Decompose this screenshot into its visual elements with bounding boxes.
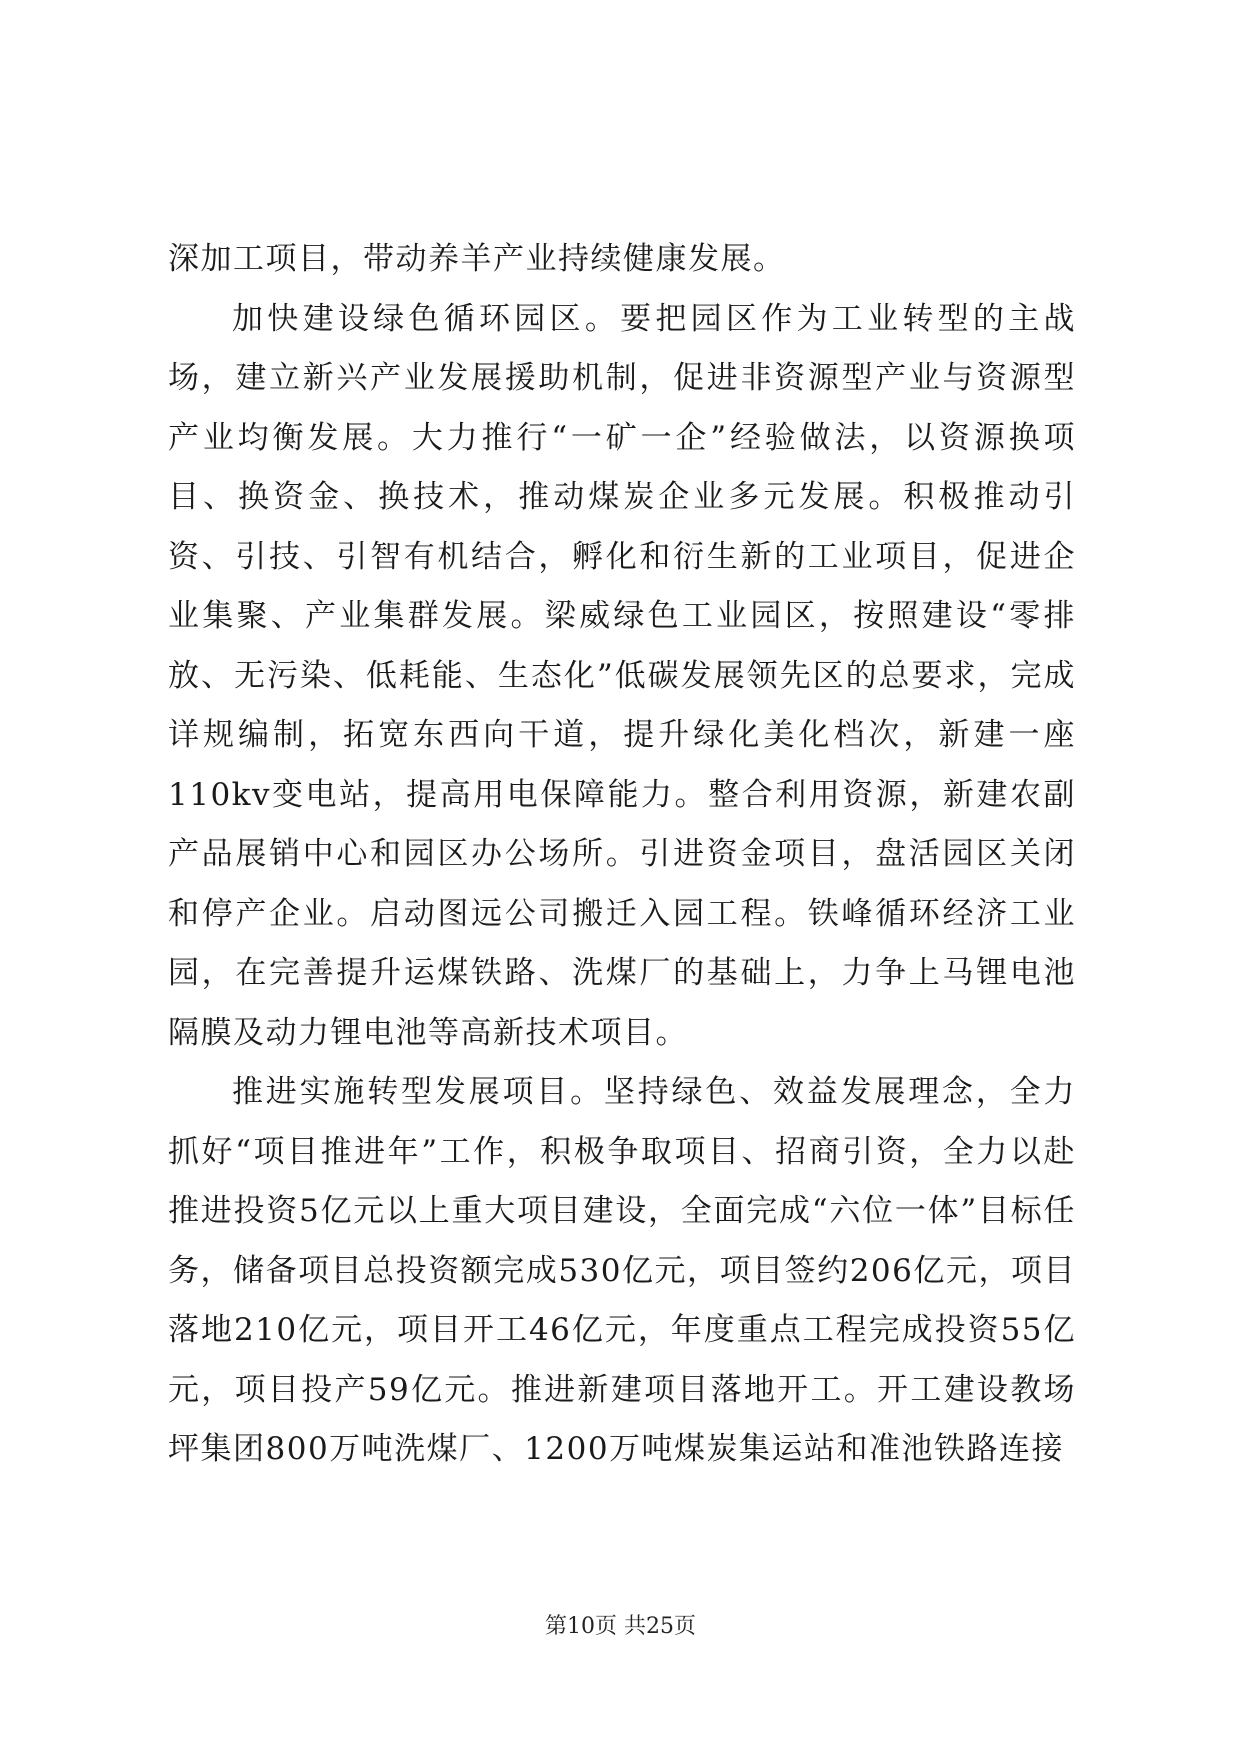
- paragraph-continuation: 深加工项目，带动养羊产业持续健康发展。: [168, 241, 786, 277]
- page-number: 第10页 共25页: [545, 1614, 696, 1639]
- paragraph-green-park: 加快建设绿色循环园区。要把园区作为工业转型的主战场，建立新兴产业发展援助机制，促进非资源型产业与资源型产业均衡发展。大力推行“一矿一企”经验做法，以资源换项目、换资金、换技术，推动煤炭企业多元发展。积极推动引资、引技、引智有机结合，孵化和衍生新的工业项目，促进企业集聚、产业集群发展。梁威绿色工业园区，按照建设“零排放、无污染、低耗能、生态化”低碳发展领先区的总要求，完成详规编制，拓宽东西向干道，提升绿化美化档次，新建一座110kv变电站，提高用电保障能力。整合利用资源，新建农副产品展销中心和园区办公场所。引进资金项目，盘活园区关闭和停产企业。启动图远公司搬迁入园工程。铁峰循环经济工业园，在完善提升运煤铁路、洗煤厂的基础上，力争上马锂电池隔膜及动力锂电池等高新技术项目。: [168, 300, 1076, 1051]
- body-text: [168, 230, 1076, 1480]
- page-footer: [0, 1612, 1241, 1642]
- paragraph-transformation-projects: 推进实施转型发展项目。坚持绿色、效益发展理念，全力抓好“项目推进年”工作，积极争取项目、招商引资，全力以赴推进投资5亿元以上重大项目建设，全面完成“六位一体”目标任务，储备项目总投资额完成530亿元，项目签约206亿元，项目落地210亿元，项目开工46亿元，年度重点工程完成投资55亿元，项目投产59亿元。推进新建项目落地开工。开工建设教场坪集团800万吨洗煤厂、1200万吨煤炭集运站和准池铁路连接: [168, 1074, 1076, 1467]
